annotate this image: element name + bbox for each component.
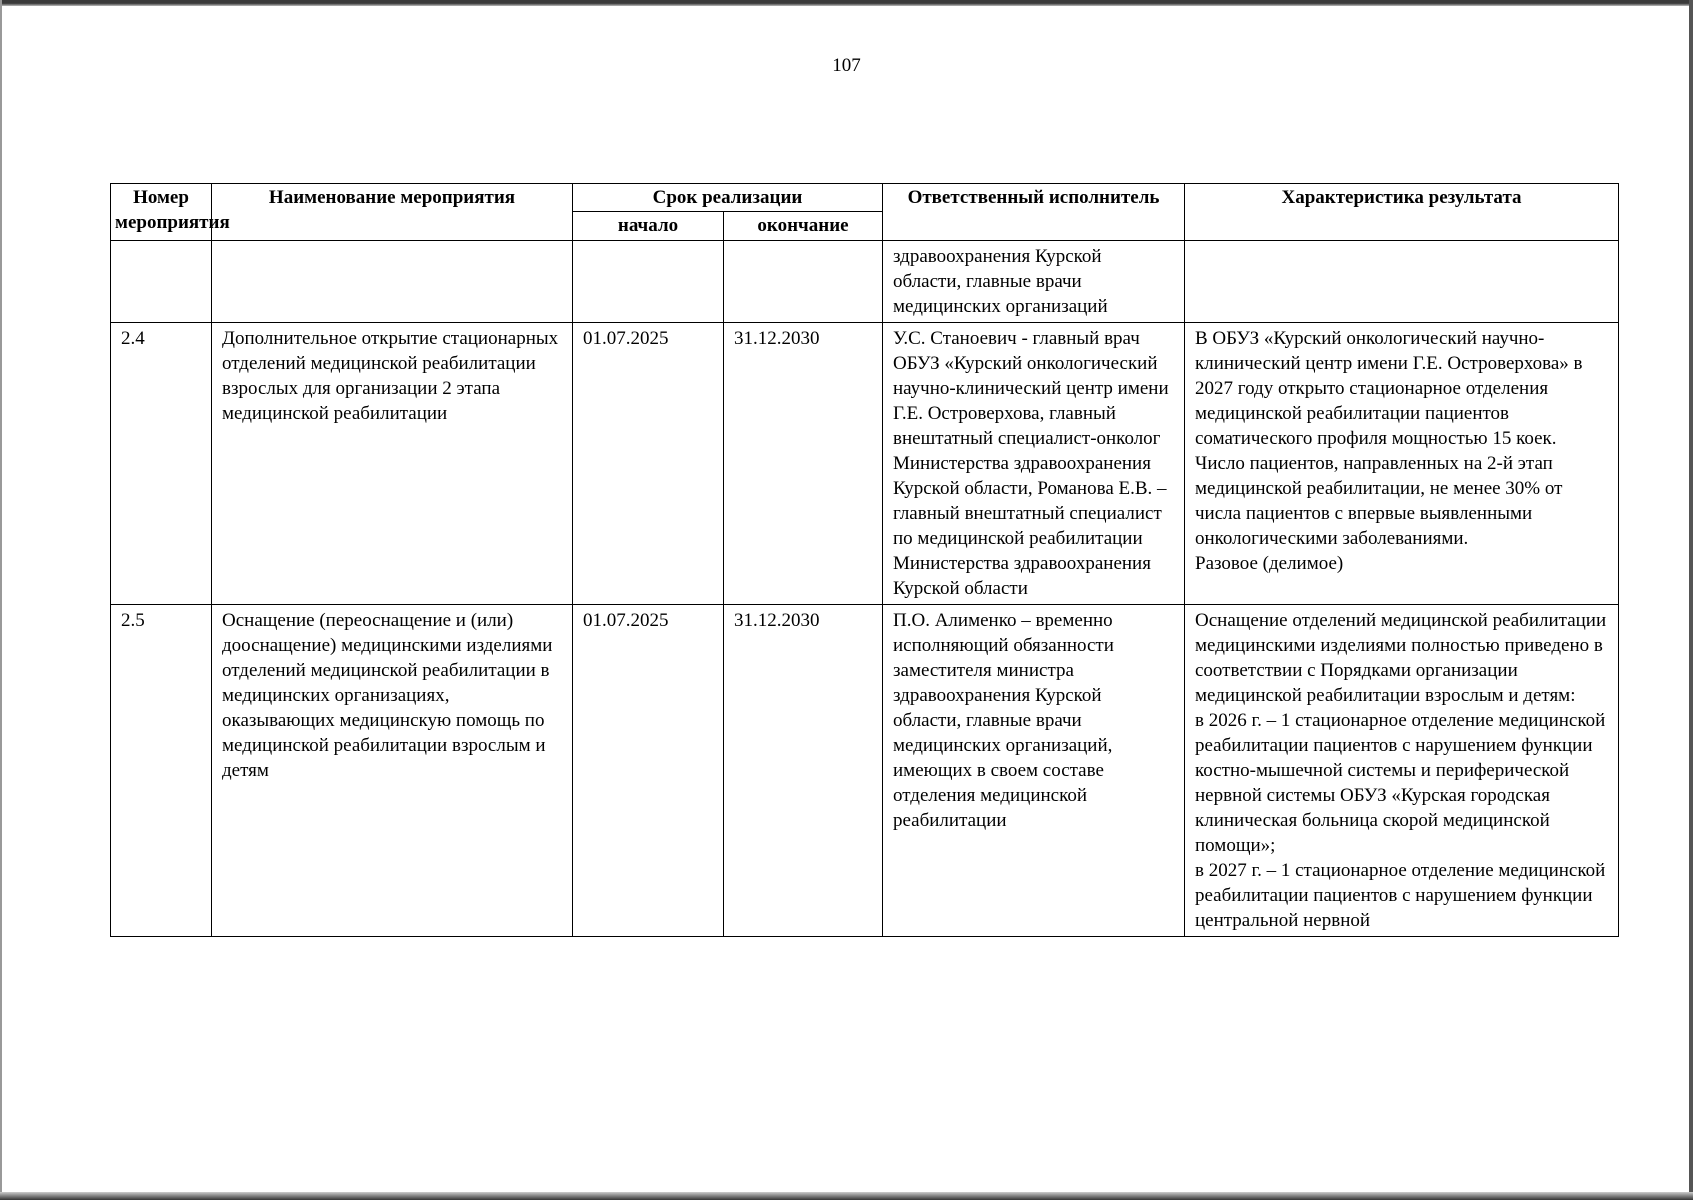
result-paragraph: в 2026 г. – 1 стационарное отделение медицинской реабилитации пациентов с нарушением функции костно-мышечной системы и периферической нервной системы ОБУЗ «Курская городская клиническая больница скорой медицинской помощи»;: [1195, 710, 1606, 856]
cell-start: 01.07.2025: [573, 323, 724, 605]
result-paragraph: Разовое (делимое): [1195, 553, 1344, 574]
scan-top-edge: [0, 0, 1693, 6]
header-term: Срок реализации: [573, 184, 883, 212]
cell-end: 31.12.2030: [724, 605, 883, 937]
table-row: [111, 323, 1619, 605]
header-row: [111, 184, 1619, 212]
header-result: Характеристика результата: [1185, 184, 1619, 241]
header-end: окончание: [724, 212, 883, 241]
cell-start: [573, 241, 724, 323]
cell-number: [111, 241, 212, 323]
activities-table: [110, 183, 1619, 937]
scan-left-edge: [0, 0, 2, 1200]
scan-right-edge: [1689, 0, 1693, 1200]
cell-name: [212, 241, 573, 323]
header-number: Номер мероприятия: [111, 184, 212, 241]
table-row-continuation: [111, 241, 1619, 323]
header-start: начало: [573, 212, 724, 241]
header-responsible: Ответственный исполнитель: [883, 184, 1185, 241]
cell-end: 31.12.2030: [724, 323, 883, 605]
result-paragraph: Оснащение отделений медицинской реабилитации медицинскими изделиями полностью приведено в соответствии с Порядками организации медицинской реабилитации взрослым и детям:: [1195, 610, 1607, 706]
cell-number: 2.4: [111, 323, 212, 605]
cell-name: Дополнительное открытие стационарных отделений медицинской реабилитации взрослых для организации 2 этапа медицинской реабилитации: [212, 323, 573, 605]
header-name: Наименование мероприятия: [212, 184, 573, 241]
cell-responsible: здравоохранения Курской области, главные врачи медицинских организаций: [883, 241, 1185, 323]
cell-number: 2.5: [111, 605, 212, 937]
result-paragraph: Число пациентов, направленных на 2-й этап медицинской реабилитации, не менее 30% от числа пациентов с впервые выявленными онкологическими заболеваниями.: [1195, 453, 1563, 549]
cell-result: [1185, 323, 1619, 605]
cell-responsible: У.С. Станоевич - главный врач ОБУЗ «Курский онкологический научно-клинический центр имени Г.Е. Островерхова, главный внештатный специалист-онколог Министерства здравоохранения Курской области, Романова Е.В. – главный внештатный специалист по медицинской реабилитации Министерства здравоохранения Курской области: [883, 323, 1185, 605]
cell-start: 01.07.2025: [573, 605, 724, 937]
table-row: [111, 605, 1619, 937]
scan-bottom-edge: [0, 1192, 1693, 1200]
page-number: 107: [832, 55, 861, 76]
cell-result: [1185, 241, 1619, 323]
cell-responsible: П.О. Алименко – временно исполняющий обязанности заместителя министра здравоохранения Курской области, главные врачи медицинских организаций, имеющих в своем составе отделения медицинской реабилитации: [883, 605, 1185, 937]
cell-result: [1185, 605, 1619, 937]
cell-end: [724, 241, 883, 323]
cell-name: Оснащение (переоснащение и (или) дооснащение) медицинскими изделиями отделений медицинской реабилитации в медицинских организациях, оказывающих медицинскую помощь по медицинской реабилитации взрослым и детям: [212, 605, 573, 937]
result-paragraph: В ОБУЗ «Курский онкологический научно-клинический центр имени Г.Е. Островерхова» в 2027 году открыто стационарное отделения медицинской реабилитации пациентов соматического профиля мощностью 15 коек.: [1195, 328, 1583, 449]
result-paragraph: в 2027 г. – 1 стационарное отделение медицинской реабилитации пациентов с нарушением функции центральной нервной: [1195, 860, 1606, 931]
